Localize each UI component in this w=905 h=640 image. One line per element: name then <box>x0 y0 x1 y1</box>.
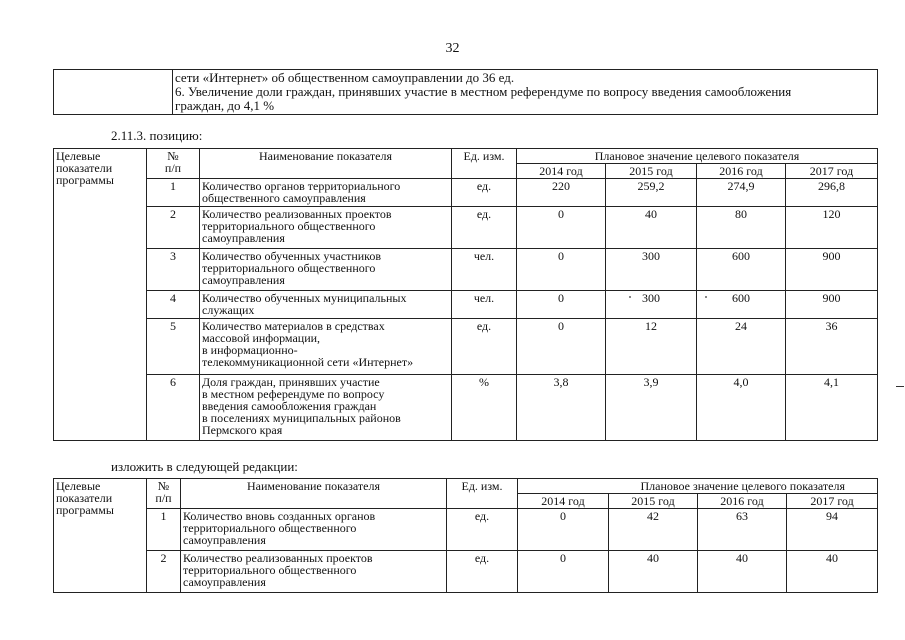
plan-value-header: Плановое значение целевого показателя <box>517 149 878 164</box>
value-2016: 40 <box>698 551 787 593</box>
scan-dot <box>705 296 707 298</box>
indicator-name: Количество органов территориального общественного самоуправления <box>200 179 452 207</box>
value-2014: 0 <box>518 509 609 551</box>
unit-cell: ед. <box>447 509 518 551</box>
table-row <box>54 291 878 319</box>
year-header-2016-new: 2016 год <box>698 494 787 509</box>
value-2017: 900 <box>786 291 878 319</box>
indicator-name: Количество обученных муниципальных служащих <box>200 291 452 319</box>
value-2016: 274,9 <box>697 179 786 207</box>
margin-mark <box>896 386 904 387</box>
row-number: 5 <box>147 319 200 375</box>
indicator-name-header: Наименование показателя <box>200 149 452 179</box>
value-2016: 600 <box>697 249 786 291</box>
unit-cell: чел. <box>452 291 517 319</box>
value-2017: 296,8 <box>786 179 878 207</box>
unit-cell: ед. <box>452 207 517 249</box>
value-2015: 42 <box>609 509 698 551</box>
value-2014: 220 <box>517 179 606 207</box>
target-indicators-label-new: Целевые показатели программы <box>54 479 147 593</box>
value-2016: 24 <box>697 319 786 375</box>
value-2016: 600 <box>697 291 786 319</box>
year-header-2014-new: 2014 год <box>518 494 609 509</box>
indicator-name: Количество материалов в средствах массовой информации, в информационно- телекоммуникационной сети «Интернет» <box>200 319 452 375</box>
row-number: 3 <box>147 249 200 291</box>
value-2015: 40 <box>606 207 697 249</box>
year-header-2015-new: 2015 год <box>609 494 698 509</box>
year-header-2017-new: 2017 год <box>787 494 878 509</box>
value-2017: 36 <box>786 319 878 375</box>
continuation-line-3: граждан, до 4,1 % <box>175 98 275 113</box>
row-number: 1 <box>147 509 181 551</box>
value-2014: 0 <box>517 291 606 319</box>
table-row <box>54 179 878 207</box>
target-indicators-label: Целевые показатели программы <box>54 149 147 441</box>
value-2015: 259,2 <box>606 179 697 207</box>
unit-header-new: Ед. изм. <box>447 479 518 509</box>
plan-header-blank-cell <box>518 479 609 494</box>
value-2014: 0 <box>517 249 606 291</box>
value-2015: 3,9 <box>606 375 697 441</box>
row-number: 2 <box>147 551 181 593</box>
value-2017: 40 <box>787 551 878 593</box>
indicator-name: Количество обученных участников территориального общественного самоуправления <box>200 249 452 291</box>
row-number: 4 <box>147 291 200 319</box>
value-2015: 12 <box>606 319 697 375</box>
page-number: 32 <box>445 41 460 56</box>
year-header-2016: 2016 год <box>697 164 786 179</box>
scan-dot <box>629 296 631 298</box>
table-row <box>54 319 878 375</box>
value-2015: 300 <box>606 291 697 319</box>
indicator-name: Доля граждан, принявших участие в местном референдуме по вопросу введения самообложения граждан в поселениях муниципальных районов Пермского края <box>200 375 452 441</box>
continuation-text-cell <box>173 70 878 115</box>
continuation-table <box>53 69 878 115</box>
row-number: 2 <box>147 207 200 249</box>
row-number-header: № п/п <box>147 149 200 179</box>
value-2014: 0 <box>517 319 606 375</box>
indicator-name-header-new: Наименование показателя <box>181 479 447 509</box>
indicator-name: Количество реализованных проектов территориального общественного самоуправления <box>200 207 452 249</box>
value-2014: 0 <box>518 551 609 593</box>
value-2015: 40 <box>609 551 698 593</box>
unit-header: Ед. изм. <box>452 149 517 179</box>
value-2017: 4,1 <box>786 375 878 441</box>
unit-cell: ед. <box>452 319 517 375</box>
value-2014: 0 <box>517 207 606 249</box>
value-2014: 3,8 <box>517 375 606 441</box>
table-row <box>54 249 878 291</box>
value-2015: 300 <box>606 249 697 291</box>
plan-value-header-new: Плановое значение целевого показателя <box>609 479 878 494</box>
row-number: 6 <box>147 375 200 441</box>
year-header-2017: 2017 год <box>786 164 878 179</box>
continuation-line-1: сети «Интернет» об общественном самоуправлении до 36 ед. <box>175 70 515 85</box>
value-2017: 94 <box>787 509 878 551</box>
year-header-2014: 2014 год <box>517 164 606 179</box>
indicator-name: Количество реализованных проектов территориального общественного самоуправления <box>181 551 447 593</box>
value-2016: 63 <box>698 509 787 551</box>
row-number: 1 <box>147 179 200 207</box>
value-2016: 80 <box>697 207 786 249</box>
indicators-table-old <box>53 148 878 441</box>
table-row <box>54 509 878 551</box>
unit-cell: % <box>452 375 517 441</box>
year-header-2015: 2015 год <box>606 164 697 179</box>
value-2017: 120 <box>786 207 878 249</box>
value-2017: 900 <box>786 249 878 291</box>
indicators-table-new <box>53 478 878 593</box>
table-row <box>54 551 878 593</box>
indicator-name: Количество вновь созданных органов территориального общественного самоуправления <box>181 509 447 551</box>
heading-position: 2.11.3. позицию: <box>111 128 203 143</box>
unit-cell: ед. <box>452 179 517 207</box>
continuation-line-2: 6. Увеличение доли граждан, принявших участие в местном референдуме по вопросу введения самообложения <box>175 84 792 99</box>
value-2016: 4,0 <box>697 375 786 441</box>
row-number-header-new: № п/п <box>147 479 181 509</box>
table-row <box>54 207 878 249</box>
unit-cell: чел. <box>452 249 517 291</box>
table-row <box>54 375 878 441</box>
heading-new-edition: изложить в следующей редакции: <box>111 459 298 474</box>
unit-cell: ед. <box>447 551 518 593</box>
continuation-left-cell <box>54 70 173 115</box>
